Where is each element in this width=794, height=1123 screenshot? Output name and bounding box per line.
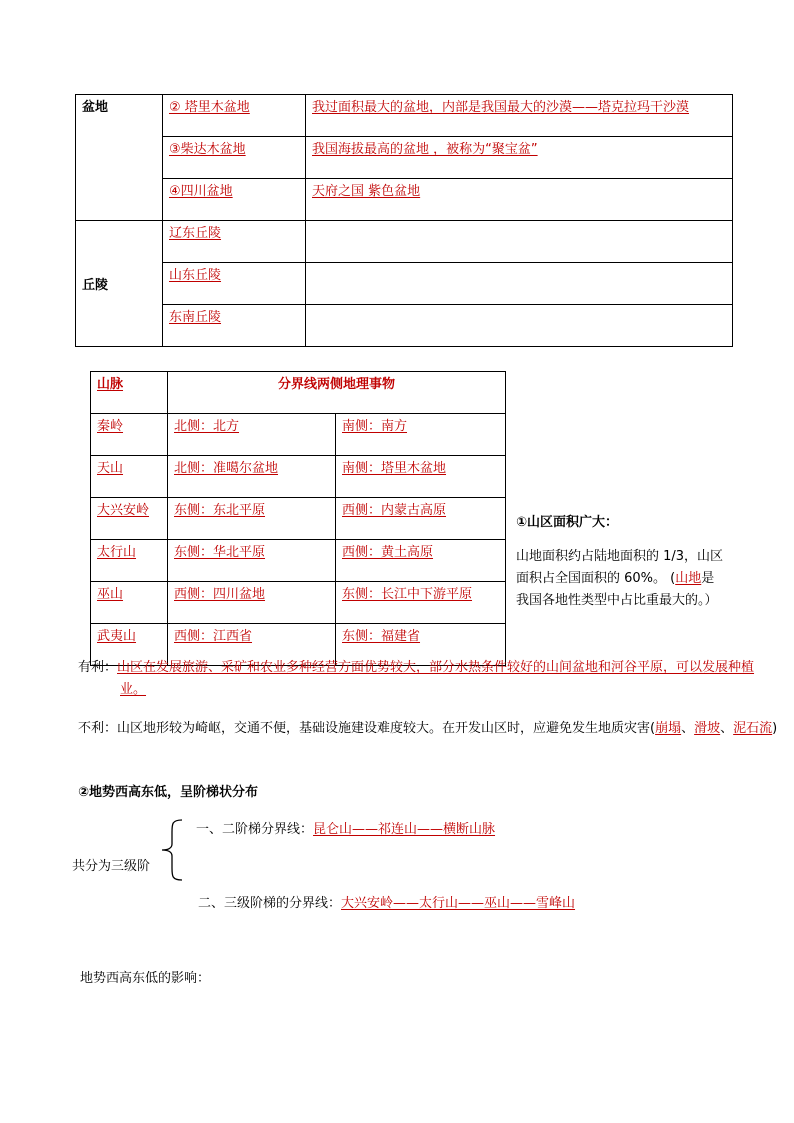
hazard-end: ) xyxy=(772,721,778,736)
mountain-boundary-table xyxy=(90,371,506,666)
hill-name: 辽东丘陵 xyxy=(163,221,306,263)
step-boundary-1 xyxy=(196,818,495,837)
hill-desc xyxy=(306,305,733,347)
header-boundary: 分界线两侧地理事物 xyxy=(168,372,506,414)
basin-name: ④四川盆地 xyxy=(163,179,306,221)
table-row xyxy=(91,582,506,624)
side-b: 南侧：塔里木盆地 xyxy=(336,456,506,498)
table-row xyxy=(76,179,733,221)
step-boundary-1-value: 昆仑山——祁连山——横断山脉 xyxy=(313,822,496,837)
mountain-name: 太行山 xyxy=(91,540,168,582)
mountain-area-text xyxy=(516,546,726,612)
side-a: 北侧：准噶尔盆地 xyxy=(168,456,336,498)
hazard-landslide: 滑坡 xyxy=(694,721,721,736)
mountain-name: 武夷山 xyxy=(91,624,168,666)
step-boundary-2-label: 二、三级阶梯的分界线： xyxy=(198,896,342,911)
side-a: 西侧：江西省 xyxy=(168,624,336,666)
table-row xyxy=(76,305,733,347)
side-b: 东侧：长江中下游平原 xyxy=(336,582,506,624)
hill-name: 东南丘陵 xyxy=(163,305,306,347)
mountain-name: 巫山 xyxy=(91,582,168,624)
table-row xyxy=(91,540,506,582)
step-boundary-2-value: 大兴安岭——太行山——巫山——雪峰山 xyxy=(341,896,576,911)
hazard-collapse: 崩塌 xyxy=(655,721,682,736)
side-b: 东侧：福建省 xyxy=(336,624,506,666)
terrain-influence-label: 地势西高东低的影响： xyxy=(80,971,211,986)
mountain-area-text-2: 是我国各地性类型中占比重最大的。） xyxy=(516,571,718,608)
curly-brace-icon xyxy=(158,818,186,882)
step-boundary-1-label: 一、二阶梯分界线： xyxy=(196,822,314,837)
side-a: 东侧：华北平原 xyxy=(168,540,336,582)
mountain-area-text-1: 山地面积约占陆地面积的 1/3，山区面积占全国面积的 60%。 ( xyxy=(516,549,724,586)
disadvantage-text: 山区地形较为崎岖，交通不便，基础设施建设难度较大。在开发山区时，应避免发生地质灾害( xyxy=(117,721,656,736)
table-row xyxy=(76,137,733,179)
table-row xyxy=(76,221,733,263)
table-header-row xyxy=(91,372,506,414)
advantage-label: 有利： xyxy=(78,660,118,675)
mountain-area-heading: ①山区面积广大： xyxy=(516,515,619,530)
table-row xyxy=(91,414,506,456)
side-a: 西侧：四川盆地 xyxy=(168,582,336,624)
basin-name: ② 塔里木盆地 xyxy=(163,95,306,137)
mountain-name: 秦岭 xyxy=(91,414,168,456)
table-row xyxy=(91,498,506,540)
basin-desc: 我过面积最大的盆地，内部是我国最大的沙漠——塔克拉玛干沙漠 xyxy=(306,95,733,137)
advantage-text: 山区在发展旅游、采矿和农业多种经营方面优势较大，部分水热条件较好的山间盆地和河谷平原，可以发展种植业。 xyxy=(117,660,755,697)
category-cell: 盆地 xyxy=(76,95,163,221)
side-b: 西侧：内蒙古高原 xyxy=(336,498,506,540)
category-cell: 丘陵 xyxy=(76,221,163,347)
step-boundary-2 xyxy=(198,892,575,911)
mountain-name: 大兴安岭 xyxy=(91,498,168,540)
basin-desc: 我国海拔最高的盆地 ，被称为“聚宝盆” xyxy=(306,137,733,179)
disadvantage-label: 不利： xyxy=(78,721,118,736)
side-a: 北侧：北方 xyxy=(168,414,336,456)
header-mountain: 山脉 xyxy=(91,372,168,414)
basin-desc: 天府之国 紫色盆地 xyxy=(306,179,733,221)
hill-desc xyxy=(306,221,733,263)
basins-hills-table xyxy=(75,94,733,347)
hill-desc xyxy=(306,263,733,305)
hazard-debris-flow: 泥石流 xyxy=(733,721,773,736)
table-row xyxy=(91,456,506,498)
mountain-highlight: 山地 xyxy=(675,571,702,586)
side-b: 西侧：黄土高原 xyxy=(336,540,506,582)
table-row xyxy=(76,95,733,137)
disadvantage-paragraph xyxy=(78,718,794,740)
side-a: 东侧：东北平原 xyxy=(168,498,336,540)
mountain-name: 天山 xyxy=(91,456,168,498)
basin-name: ③柴达木盆地 xyxy=(163,137,306,179)
hazard-separator: 、 xyxy=(720,721,734,736)
hill-name: 山东丘陵 xyxy=(163,263,306,305)
table-row xyxy=(76,263,733,305)
advantage-paragraph xyxy=(78,657,770,701)
side-b: 南侧：南方 xyxy=(336,414,506,456)
three-steps-label: 共分为三级阶 xyxy=(72,859,151,874)
terrain-heading: ②地势西高东低，呈阶梯状分布 xyxy=(78,785,259,800)
hazard-separator: 、 xyxy=(681,721,695,736)
